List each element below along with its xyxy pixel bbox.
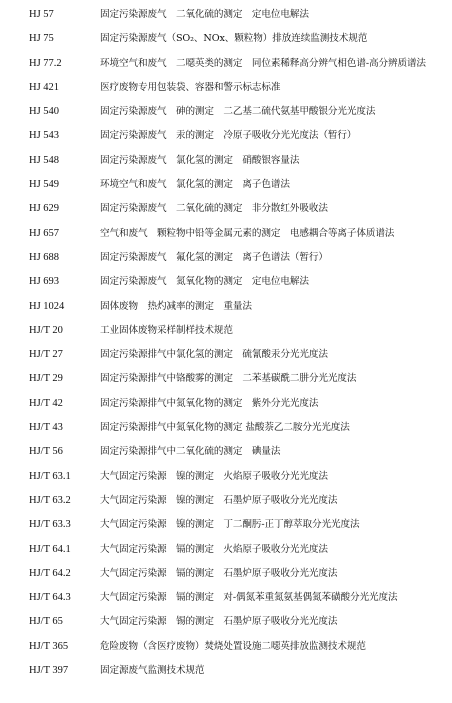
standard-title: 固定污染源排气中氮氧化物的测定 紫外分光光度法	[100, 397, 319, 409]
standard-row	[0, 81, 452, 105]
standard-row	[0, 372, 452, 396]
standard-code: HJ 629	[29, 203, 60, 215]
standard-title: 大气固定污染源 镉的测定 火焰原子吸收分光光度法	[100, 543, 328, 555]
standard-row	[0, 32, 452, 56]
standard-code: HJ 57	[29, 9, 54, 20]
standard-row	[0, 664, 452, 688]
standard-row	[0, 470, 452, 494]
standard-code: HJ 421	[29, 81, 60, 93]
standard-code: HJ/T 56	[29, 446, 63, 458]
standard-title: 医疗废物专用包装袋、容器和警示标志标准	[100, 81, 281, 93]
standard-row	[0, 227, 452, 251]
standard-code: HJ 543	[29, 130, 60, 142]
standard-row	[0, 154, 452, 178]
standard-title: 固定污染源排气中铬酸雾的测定 二苯基碳酰二肼分光光度法	[100, 373, 357, 385]
standard-title: 固定污染源废气 氮氧化物的测定 定电位电解法	[100, 276, 309, 288]
standard-title: 固定污染源排气中氯化氢的测定 硫氰酸汞分光光度法	[100, 349, 328, 361]
standard-code: HJ/T 43	[29, 422, 63, 434]
standard-code: HJ/T 27	[29, 349, 63, 361]
standard-code: HJ 549	[29, 179, 60, 191]
standard-title: 固定污染源废气 二氧化硫的测定 非分散红外吸收法	[100, 203, 328, 215]
standard-title: 工业固体废物采样制样技术规范	[100, 324, 233, 336]
standard-row	[0, 591, 452, 615]
standard-title: 大气固定污染源 镍的测定 丁二酮肟-正丁醇萃取分光光度法	[100, 519, 360, 531]
standard-title: 大气固定污染源 镉的测定 石墨炉原子吸收分光光度法	[100, 567, 338, 579]
standard-row	[0, 445, 452, 469]
standard-title: 固定污染源废气 汞的测定 冷原子吸收分光光度法（暂行）	[100, 130, 357, 142]
standard-title: 固定污染源废气（SO₂、NOx、颗粒物）排放连续监测技术规范	[100, 33, 368, 45]
standard-row	[0, 105, 452, 129]
standard-row	[0, 8, 452, 32]
standard-title: 大气固定污染源 锡的测定 石墨炉原子吸收分光光度法	[100, 616, 338, 628]
standard-code: HJ 548	[29, 154, 60, 166]
standard-row	[0, 567, 452, 591]
standard-row	[0, 178, 452, 202]
standard-code: HJ/T 64.2	[29, 567, 71, 579]
standard-row	[0, 324, 452, 348]
standard-title: 环境空气和废气 氯化氢的测定 离子色谱法	[100, 179, 290, 191]
standard-code: HJ 1024	[29, 300, 65, 312]
standard-code: HJ/T 64.1	[29, 543, 71, 555]
standard-code: HJ/T 397	[29, 665, 69, 677]
standard-title: 固定污染源排气中二氧化硫的测定 碘量法	[100, 446, 281, 458]
standard-title: 固定污染源废气 氟化氢的测定 离子色谱法（暂行）	[100, 251, 328, 263]
standard-code: HJ/T 29	[29, 373, 63, 385]
standard-title: 固体废物 热灼减率的测定 重量法	[100, 300, 252, 312]
standard-code: HJ 540	[29, 106, 60, 118]
standard-row	[0, 348, 452, 372]
standard-row	[0, 543, 452, 567]
standard-code: HJ 75	[29, 33, 54, 45]
standard-title: 大气固定污染源 镍的测定 火焰原子吸收分光光度法	[100, 470, 328, 482]
standard-row	[0, 421, 452, 445]
standards-list	[0, 8, 452, 688]
standard-row	[0, 251, 452, 275]
standard-title: 固定源废气监测技术规范	[100, 665, 205, 677]
standard-code: HJ/T 20	[29, 324, 63, 336]
standard-title: 大气固定污染源 镉的测定 对-偶氮苯重氮氨基偶氮苯磺酸分光光度法	[100, 592, 398, 604]
standard-row	[0, 275, 452, 299]
standard-code: HJ/T 63.3	[29, 519, 71, 531]
standard-title: 固定污染源废气 氯化氢的测定 硝酸银容量法	[100, 154, 300, 166]
standard-code: HJ/T 63.1	[29, 470, 71, 482]
standard-code: HJ/T 63.2	[29, 494, 71, 506]
standard-code: HJ/T 365	[29, 640, 69, 652]
standard-code: HJ 693	[29, 276, 60, 288]
standard-code: HJ 77.2	[29, 57, 62, 69]
standard-code: HJ/T 64.3	[29, 592, 71, 604]
standard-row	[0, 640, 452, 664]
standard-title: 空气和废气 颗粒物中铅等金属元素的测定 电感耦合等离子体质谱法	[100, 227, 395, 239]
standard-row	[0, 300, 452, 324]
standard-row	[0, 57, 452, 81]
standard-row	[0, 494, 452, 518]
standard-title: 危险废物（含医疗废物）焚烧处置设施二噁英排放监测技术规范	[100, 640, 366, 652]
standard-row	[0, 129, 452, 153]
standard-code: HJ/T 65	[29, 616, 63, 628]
standard-code: HJ 657	[29, 227, 60, 239]
standard-title: 环境空气和废气 二噁英类的测定 同位素稀释高分辨气相色谱-高分辨质谱法	[100, 57, 426, 69]
standard-code: HJ 688	[29, 251, 60, 263]
standard-title: 固定污染源废气 砷的测定 二乙基二硫代氨基甲酸银分光光度法	[100, 106, 376, 118]
standard-title: 大气固定污染源 镍的测定 石墨炉原子吸收分光光度法	[100, 494, 338, 506]
standard-code: HJ/T 42	[29, 397, 63, 409]
standard-row	[0, 202, 452, 226]
standard-title: 固定污染源排气中氮氧化物的测定 盐酸萘乙二胺分光光度法	[100, 422, 350, 434]
standard-row	[0, 397, 452, 421]
standard-row	[0, 615, 452, 639]
standard-title: 固定污染源废气 二氧化硫的测定 定电位电解法	[100, 9, 309, 20]
standard-row	[0, 518, 452, 542]
